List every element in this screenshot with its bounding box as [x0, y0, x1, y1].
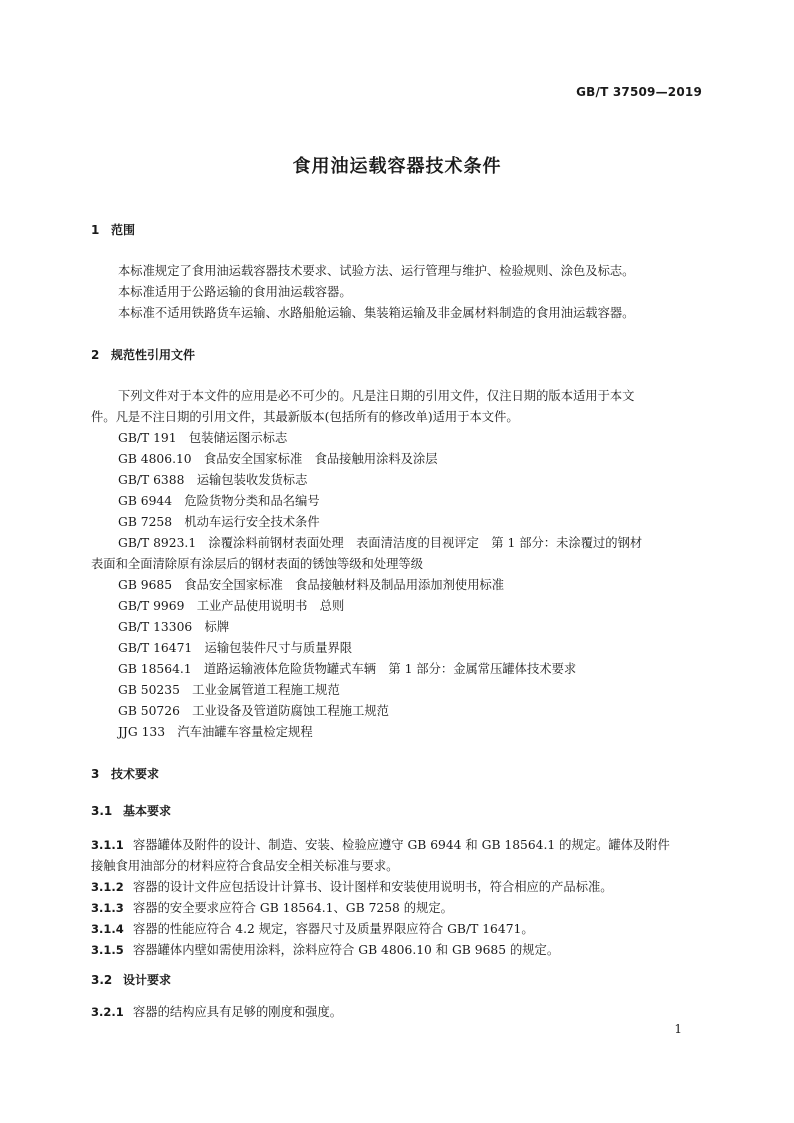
clause-3-1-4	[91, 919, 534, 937]
reference-item: GB 4806.10 食品安全国家标准 食品接触用涂料及涂层	[118, 452, 438, 466]
clause-number: 3.2.1	[91, 1005, 124, 1019]
clause-text: 容器的设计文件应包括设计计算书、设计图样和安装使用说明书，符合相应的产品标准。	[133, 880, 613, 894]
section-title: 技术要求	[111, 767, 160, 781]
subsection-number: 3.1	[91, 804, 113, 818]
clause-3-1-3	[91, 898, 453, 916]
page-number: 1	[674, 1022, 682, 1036]
subsection-3-2-heading	[91, 971, 171, 988]
reference-item: GB 7258 机动车运行安全技术条件	[118, 515, 320, 529]
reference-item: GB 50726 工业设备及管道防腐蚀工程施工规范	[118, 704, 389, 718]
clause-text: 容器的结构应具有足够的刚度和强度。	[133, 1005, 343, 1019]
clause-number: 3.1.5	[91, 943, 124, 957]
section-number: 1	[91, 223, 100, 237]
clause-3-1-1-continuation: 接触食用油部分的材料应符合食品安全相关标准与要求。	[91, 859, 399, 873]
reference-item: GB/T 8923.1 涂覆涂料前钢材表面处理 表面清洁度的目视评定 第 1 部分：未涂覆过的钢材	[118, 536, 643, 550]
paragraph: 本标准适用于公路运输的食用油运载容器。	[118, 285, 352, 299]
intro-line: 件。凡是不注日期的引用文件，其最新版本(包括所有的修改单)适用于本文件。	[91, 410, 519, 424]
reference-item: GB 18564.1 道路运输液体危险货物罐式车辆 第 1 部分：金属常压罐体技术要求	[118, 662, 577, 676]
reference-item: GB/T 9969 工业产品使用说明书 总则	[118, 599, 345, 613]
subsection-3-1-heading	[91, 802, 171, 819]
clause-text: 容器罐体及附件的设计、制造、安装、检验应遵守 GB 6944 和 GB 18564.1 的规定。罐体及附件	[133, 838, 670, 852]
standard-code: GB/T 37509—2019	[576, 85, 702, 99]
paragraph: 本标准规定了食用油运载容器技术要求、试验方法、运行管理与维护、检验规则、涂色及标志。	[118, 264, 635, 278]
clause-text: 容器的性能应符合 4.2 规定，容器尺寸及质量界限应符合 GB/T 16471。	[133, 922, 534, 936]
clause-number: 3.1.2	[91, 880, 124, 894]
section-number: 3	[91, 767, 100, 781]
clause-3-2-1	[91, 1002, 342, 1020]
clause-number: 3.1.1	[91, 838, 124, 852]
subsection-title: 基本要求	[123, 804, 172, 818]
section-title: 规范性引用文件	[111, 348, 196, 362]
clause-number: 3.1.3	[91, 901, 124, 915]
paragraph: 本标准不适用铁路货车运输、水路船舱运输、集装箱运输及非金属材料制造的食用油运载容器。	[118, 306, 635, 320]
section-1-heading	[91, 221, 135, 238]
clause-3-1-1	[91, 835, 670, 853]
reference-item-continuation: 表面和全面清除原有涂层后的钢材表面的锈蚀等级和处理等级	[91, 557, 424, 571]
reference-item: JJG 133 汽车油罐车容量检定规程	[118, 725, 313, 739]
clause-3-1-2	[91, 877, 613, 895]
intro-line: 下列文件对于本文件的应用是必不可少的。凡是注日期的引用文件，仅注日期的版本适用于本文	[118, 389, 635, 403]
reference-item: GB/T 6388 运输包装收发货标志	[118, 473, 308, 487]
section-2-heading	[91, 346, 195, 363]
document-title: 食用油运载容器技术条件	[292, 156, 502, 177]
clause-text: 容器的安全要求应符合 GB 18564.1、GB 7258 的规定。	[133, 901, 453, 915]
section-3-heading	[91, 765, 159, 782]
reference-item: GB 9685 食品安全国家标准 食品接触材料及制品用添加剂使用标准	[118, 578, 505, 592]
reference-item: GB/T 13306 标牌	[118, 620, 230, 634]
section-number: 2	[91, 348, 100, 362]
reference-item: GB 6944 危险货物分类和品名编号	[118, 494, 320, 508]
reference-item: GB/T 191 包装储运图示标志	[118, 431, 288, 445]
reference-item: GB/T 16471 运输包装件尺寸与质量界限	[118, 641, 353, 655]
clause-3-1-5	[91, 940, 559, 958]
clause-number: 3.1.4	[91, 922, 124, 936]
subsection-number: 3.2	[91, 973, 113, 987]
clause-text: 容器罐体内壁如需使用涂料，涂料应符合 GB 4806.10 和 GB 9685 的规定。	[133, 943, 560, 957]
section-title: 范围	[111, 223, 136, 237]
subsection-title: 设计要求	[123, 973, 172, 987]
reference-item: GB 50235 工业金属管道工程施工规范	[118, 683, 340, 697]
